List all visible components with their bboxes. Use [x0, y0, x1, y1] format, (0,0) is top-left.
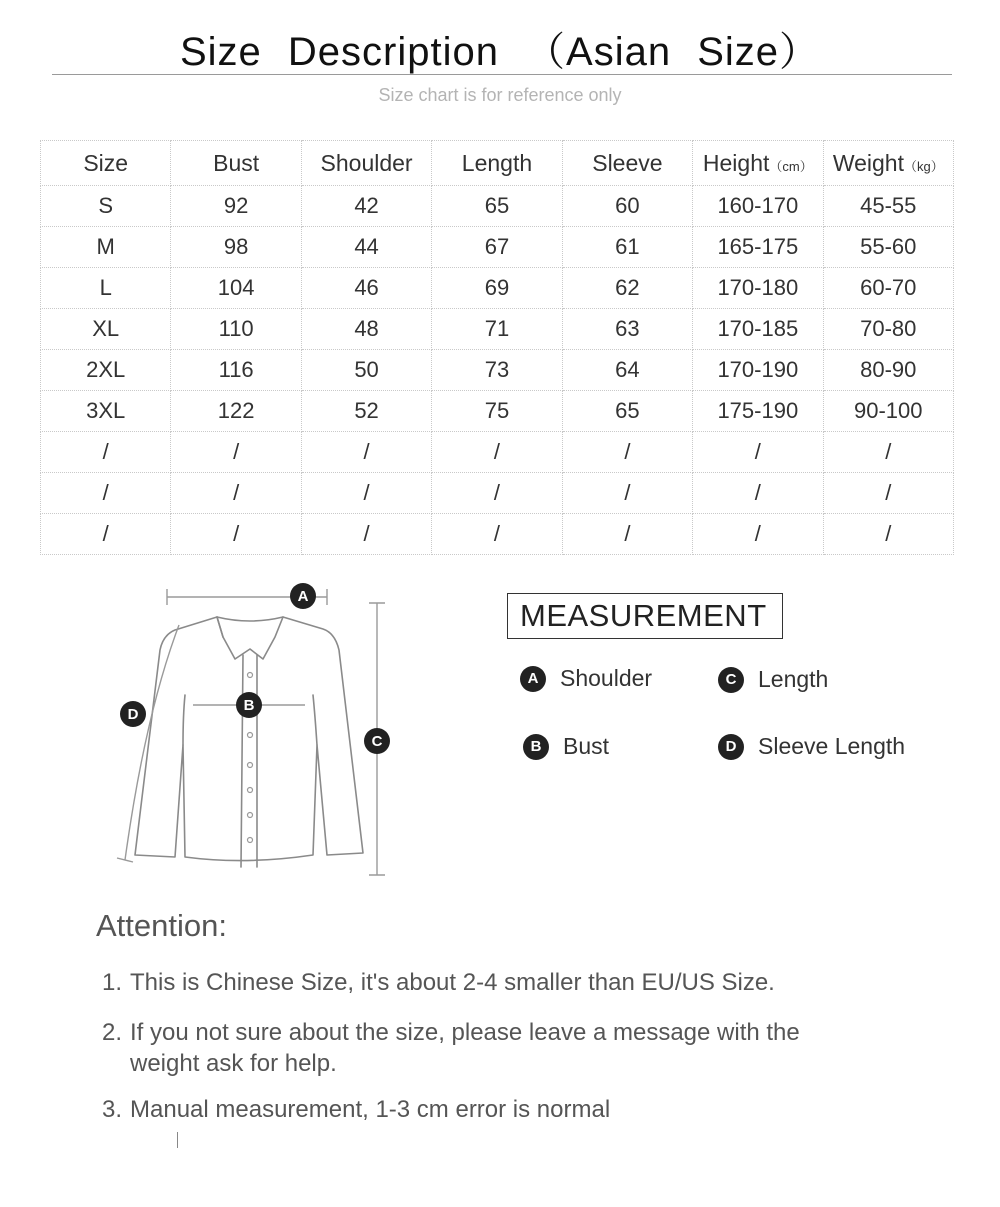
note-2: 2. If you not sure about the size, please leave a message with the weight ask for help.: [102, 1019, 800, 1077]
table-cell: /: [171, 473, 301, 514]
legend-sleeve-length: [718, 733, 905, 760]
table-cell: 73: [432, 350, 562, 391]
table-cell: 65: [432, 186, 562, 227]
table-row: [41, 227, 954, 268]
table-cell: XL: [41, 309, 171, 350]
table-cell: 42: [301, 186, 431, 227]
page-subtitle: Size chart is for reference only: [378, 85, 622, 105]
table-cell: 63: [562, 309, 692, 350]
table-cell: /: [562, 432, 692, 473]
table-cell: /: [171, 514, 301, 555]
table-header-row: [41, 141, 954, 186]
table-cell: 104: [171, 268, 301, 309]
legend-shoulder: [520, 665, 652, 692]
legend-length: [718, 666, 828, 693]
shirt-diagram: [105, 575, 405, 885]
table-cell: 45-55: [823, 186, 953, 227]
table-row: [41, 186, 954, 227]
table-cell: 55-60: [823, 227, 953, 268]
table-cell: 92: [171, 186, 301, 227]
table-cell: 62: [562, 268, 692, 309]
title-divider: [52, 74, 952, 75]
table-row: [41, 473, 954, 514]
table-cell: 50: [301, 350, 431, 391]
table-cell: 44: [301, 227, 431, 268]
table-cell: 46: [301, 268, 431, 309]
svg-text:C: C: [371, 733, 383, 750]
table-cell: 52: [301, 391, 431, 432]
table-cell: /: [301, 514, 431, 555]
table-cell: /: [41, 473, 171, 514]
table-cell: 98: [171, 227, 301, 268]
column-header: Height（cm）: [693, 141, 823, 186]
marker-d-icon: D: [718, 734, 744, 760]
table-cell: 110: [171, 309, 301, 350]
table-cell: 170-180: [693, 268, 823, 309]
table-body: [41, 186, 954, 555]
svg-text:A: A: [297, 588, 309, 605]
table-cell: /: [562, 514, 692, 555]
table-cell: /: [301, 432, 431, 473]
table-cell: 90-100: [823, 391, 953, 432]
table-cell: 170-190: [693, 350, 823, 391]
svg-text:D: D: [127, 706, 139, 723]
table-cell: 3XL: [41, 391, 171, 432]
table-cell: /: [432, 432, 562, 473]
legend-label: Length: [758, 666, 829, 692]
table-row: [41, 268, 954, 309]
table-cell: 61: [562, 227, 692, 268]
table-cell: /: [41, 432, 171, 473]
table-cell: /: [432, 473, 562, 514]
table-cell: 116: [171, 350, 301, 391]
table-cell: 80-90: [823, 350, 953, 391]
table-cell: 160-170: [693, 186, 823, 227]
table-cell: /: [562, 473, 692, 514]
marker-a-icon: [290, 583, 316, 609]
size-table: [40, 140, 954, 555]
marker-b-icon: B: [523, 734, 549, 760]
column-header: Length: [432, 141, 562, 186]
table-cell: 70-80: [823, 309, 953, 350]
column-header: Sleeve: [562, 141, 692, 186]
legend-label: Sleeve Length: [758, 733, 906, 759]
legend-label: Shoulder: [560, 665, 653, 691]
note-3: 3. Manual measurement, 1-3 cm error is normal: [102, 1096, 611, 1123]
table-cell: /: [171, 432, 301, 473]
marker-c-icon: C: [718, 667, 744, 693]
table-cell: L: [41, 268, 171, 309]
table-cell: /: [823, 432, 953, 473]
column-header: Bust: [171, 141, 301, 186]
attention-title: Attention:: [96, 908, 227, 943]
table-cell: 64: [562, 350, 692, 391]
table-cell: 122: [171, 391, 301, 432]
table-row: [41, 432, 954, 473]
table-row: [41, 309, 954, 350]
measurement-heading: MEASUREMENT: [507, 593, 783, 639]
table-cell: 165-175: [693, 227, 823, 268]
shirt-collar: [217, 617, 283, 659]
table-cell: /: [823, 514, 953, 555]
marker-c-icon: [364, 728, 390, 754]
table-cell: 170-185: [693, 309, 823, 350]
table-cell: S: [41, 186, 171, 227]
table-cell: 2XL: [41, 350, 171, 391]
table-cell: /: [432, 514, 562, 555]
column-header: Weight（kg）: [823, 141, 953, 186]
note-1: 1. This is Chinese Size, it's about 2-4 smaller than EU/US Size.: [102, 969, 775, 996]
table-cell: /: [301, 473, 431, 514]
table-cell: 48: [301, 309, 431, 350]
table-row: [41, 350, 954, 391]
page-title: Size Description （Asian Size）: [179, 30, 821, 74]
marker-b-icon: [236, 692, 262, 718]
legend-bust: [523, 733, 609, 760]
table-cell: 60: [562, 186, 692, 227]
table-cell: 67: [432, 227, 562, 268]
shirt-placket: [241, 655, 257, 867]
table-cell: /: [693, 432, 823, 473]
table-cell: 75: [432, 391, 562, 432]
table-row: [41, 391, 954, 432]
marker-d-icon: [120, 701, 146, 727]
table-cell: 69: [432, 268, 562, 309]
table-cell: /: [693, 514, 823, 555]
table-cell: 175-190: [693, 391, 823, 432]
legend-label: Bust: [563, 733, 610, 759]
table-cell: M: [41, 227, 171, 268]
text-cursor: [177, 1132, 178, 1148]
table-row: [41, 514, 954, 555]
table-cell: 71: [432, 309, 562, 350]
column-header: Size: [41, 141, 171, 186]
table-cell: 60-70: [823, 268, 953, 309]
table-cell: /: [823, 473, 953, 514]
svg-text:B: B: [243, 697, 255, 714]
table-cell: /: [41, 514, 171, 555]
column-header: Shoulder: [301, 141, 431, 186]
marker-a-icon: A: [520, 666, 546, 692]
table-cell: /: [693, 473, 823, 514]
table-cell: 65: [562, 391, 692, 432]
